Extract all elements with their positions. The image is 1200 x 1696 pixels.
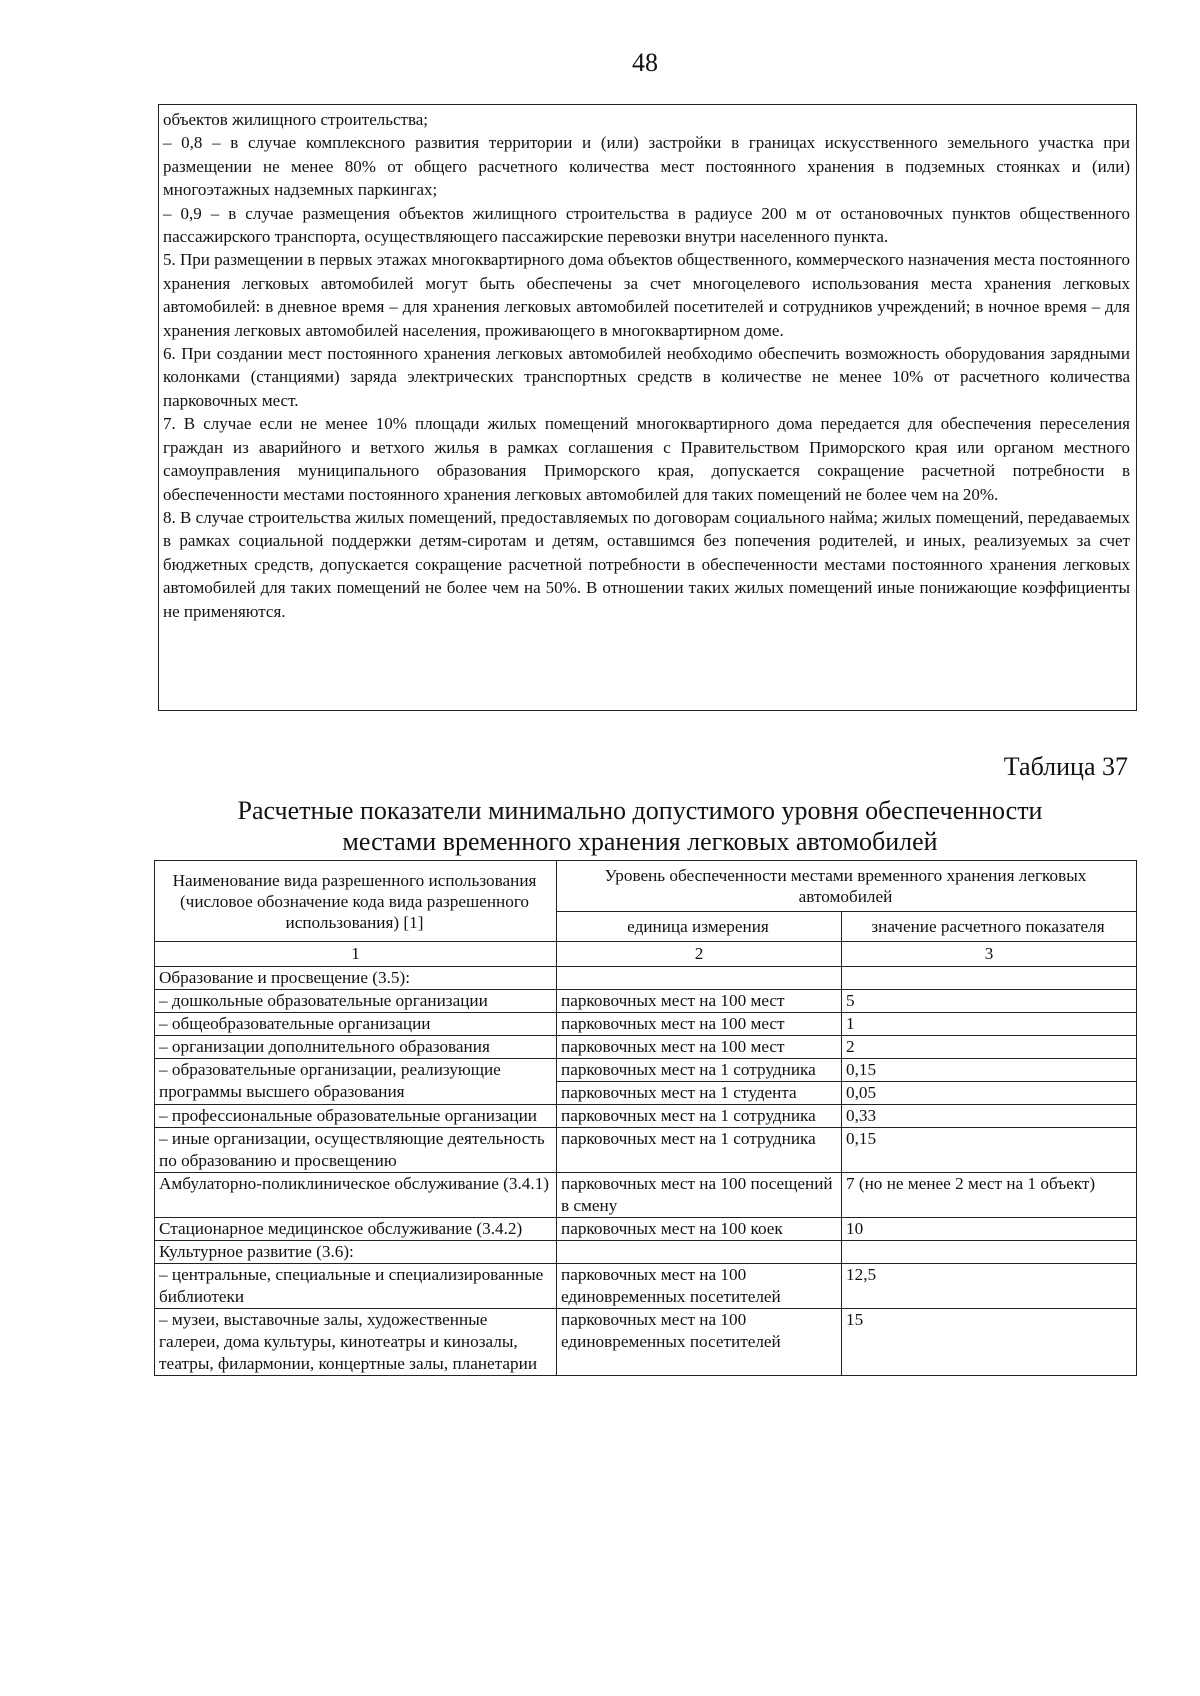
table-row <box>155 1105 1137 1128</box>
row-value: 0,33 <box>842 1105 1137 1128</box>
column-number-2: 2 <box>557 942 842 967</box>
note-paragraph: объектов жилищного строительства; <box>163 110 429 129</box>
row-unit: парковочных мест на 1 сотрудника <box>557 1105 842 1128</box>
note-paragraph: 7. В случае если не менее 10% площади жилых помещений многоквартирного дома передается для обеспечения переселения граждан из аварийного и ветхого жилья в рамках соглашения с Правительством Приморского края или органом местного самоуправления муниципального образования Приморского края, допускается сокращение расчетной потребности в обеспеченности местами постоянного хранения легковых автомобилей для таких помещений не более чем на 20%. <box>163 414 1130 504</box>
row-unit <box>557 967 842 990</box>
row-value: 15 <box>842 1309 1137 1376</box>
row-use-name: Культурное развитие (3.6): <box>155 1241 557 1264</box>
header-unit-column: единица измерения <box>557 912 842 942</box>
row-unit: парковочных мест на 1 сотрудника <box>557 1059 842 1082</box>
table-row <box>155 1241 1137 1264</box>
table-title-line-1: Расчетные показатели минимально допустимого уровня обеспеченности <box>237 796 1043 825</box>
table-row <box>155 1309 1137 1376</box>
note-paragraph: – 0,8 – в случае комплексного развития территории и (или) застройки в границах искусственного земельного участка при размещении не менее 80% от общего расчетного количества мест постоянного хранения в подземных стоянках и (или) многоэтажных надземных паркингах; <box>163 133 1130 200</box>
row-value: 10 <box>842 1218 1137 1241</box>
parking-table <box>154 860 1137 1376</box>
column-number-3: 3 <box>842 942 1137 967</box>
table-title <box>150 795 1130 857</box>
table-row <box>155 967 1137 990</box>
table-column-numbers-row <box>155 942 1137 967</box>
row-unit: парковочных мест на 100 единовременных посетителей <box>557 1264 842 1309</box>
row-unit <box>557 1241 842 1264</box>
table-row <box>155 1128 1137 1173</box>
row-value: 5 <box>842 990 1137 1013</box>
row-unit: парковочных мест на 100 посещений в смену <box>557 1173 842 1218</box>
row-use-name: – образовательные организации, реализующие программы высшего образования <box>155 1059 557 1105</box>
row-unit: парковочных мест на 1 сотрудника <box>557 1128 842 1173</box>
row-use-name: Амбулаторно-поликлиническое обслуживание (3.4.1) <box>155 1173 557 1218</box>
notes-box <box>158 104 1137 711</box>
row-use-name: – музеи, выставочные залы, художественные галереи, дома культуры, кинотеатры и кинозалы, театры, филармонии, концертные залы, планетарии <box>155 1309 557 1376</box>
row-value: 2 <box>842 1036 1137 1059</box>
table-row <box>155 1264 1137 1309</box>
note-paragraph: 6. При создании мест постоянного хранения легковых автомобилей необходимо обеспечить возможность оборудования зарядными колонками (станциями) заряда электрических транспортных средств в количестве не менее 10% от расчетного количества парковочных мест. <box>163 344 1130 410</box>
column-number-1: 1 <box>155 942 557 967</box>
table-row <box>155 990 1137 1013</box>
table-title-line-2: местами временного хранения легковых автомобилей <box>342 827 938 856</box>
table-label: Таблица 37 <box>1003 752 1128 781</box>
row-use-name: – дошкольные образовательные организации <box>155 990 557 1013</box>
row-unit: парковочных мест на 100 мест <box>557 990 842 1013</box>
row-value: 0,05 <box>842 1082 1137 1105</box>
row-value <box>842 1241 1137 1264</box>
table-row <box>155 1218 1137 1241</box>
row-use-name: Образование и просвещение (3.5): <box>155 967 557 990</box>
row-use-name: – организации дополнительного образования <box>155 1036 557 1059</box>
row-unit: парковочных мест на 1 студента <box>557 1082 842 1105</box>
header-level-group: Уровень обеспеченности местами временного хранения легковых автомобилей <box>557 861 1137 912</box>
row-value: 1 <box>842 1013 1137 1036</box>
note-paragraph: – 0,9 – в случае размещения объектов жилищного строительства в радиусе 200 м от остановочных пунктов общественного пассажирского транспорта, осуществляющего пассажирские перевозки внутри населенного пункта. <box>163 203 1130 247</box>
row-unit: парковочных мест на 100 единовременных посетителей <box>557 1309 842 1376</box>
row-use-name: – профессиональные образовательные организации <box>155 1105 557 1128</box>
header-value-column: значение расчетного показателя <box>842 912 1137 942</box>
row-use-name: – центральные, специальные и специализированные библиотеки <box>155 1264 557 1309</box>
row-use-name: – иные организации, осуществляющие деятельность по образованию и просвещению <box>155 1128 557 1173</box>
row-use-name: – общеобразовательные организации <box>155 1013 557 1036</box>
note-paragraph: 8. В случае строительства жилых помещений, предоставляемых по договорам социального найма; жилых помещений, передаваемых в рамках социальной поддержки детям-сиротам и детям, оставшимся без попечения родителей, и иных, реализуемых за счет бюджетных средств, допускается сокращение расчетной потребности в обеспеченности местами постоянного хранения легковых автомобилей для таких помещений не более чем на 50%. В отношении таких жилых помещений иные понижающие коэффициенты не применяются. <box>163 507 1130 621</box>
row-value: 0,15 <box>842 1059 1137 1082</box>
page-number: 48 <box>632 48 658 77</box>
table-header-row <box>155 861 1137 912</box>
table-row <box>155 1059 1137 1082</box>
row-value: 7 (но не менее 2 мест на 1 объект) <box>842 1173 1137 1218</box>
row-use-name: Стационарное медицинское обслуживание (3.4.2) <box>155 1218 557 1241</box>
row-unit: парковочных мест на 100 мест <box>557 1036 842 1059</box>
note-paragraph: 5. При размещении в первых этажах многоквартирного дома объектов общественного, коммерческого назначения места постоянного хранения легковых автомобилей могут быть обеспечены за счет многоцелевого использования места хранения легковых автомобилей: в дневное время – для хранения легковых автомобилей посетителей и сотрудников учреждений; в ночное время – для хранения легковых автомобилей населения, проживающего в многоквартирном доме. <box>163 250 1130 340</box>
row-value: 12,5 <box>842 1264 1137 1309</box>
row-value: 0,15 <box>842 1128 1137 1173</box>
row-unit: парковочных мест на 100 мест <box>557 1013 842 1036</box>
header-name-column: Наименование вида разрешенного использования (числовое обозначение кода вида разрешенного использования) [1] <box>155 861 557 942</box>
table-row <box>155 1036 1137 1059</box>
row-value <box>842 967 1137 990</box>
row-unit: парковочных мест на 100 коек <box>557 1218 842 1241</box>
table-row <box>155 1173 1137 1218</box>
table-row <box>155 1013 1137 1036</box>
